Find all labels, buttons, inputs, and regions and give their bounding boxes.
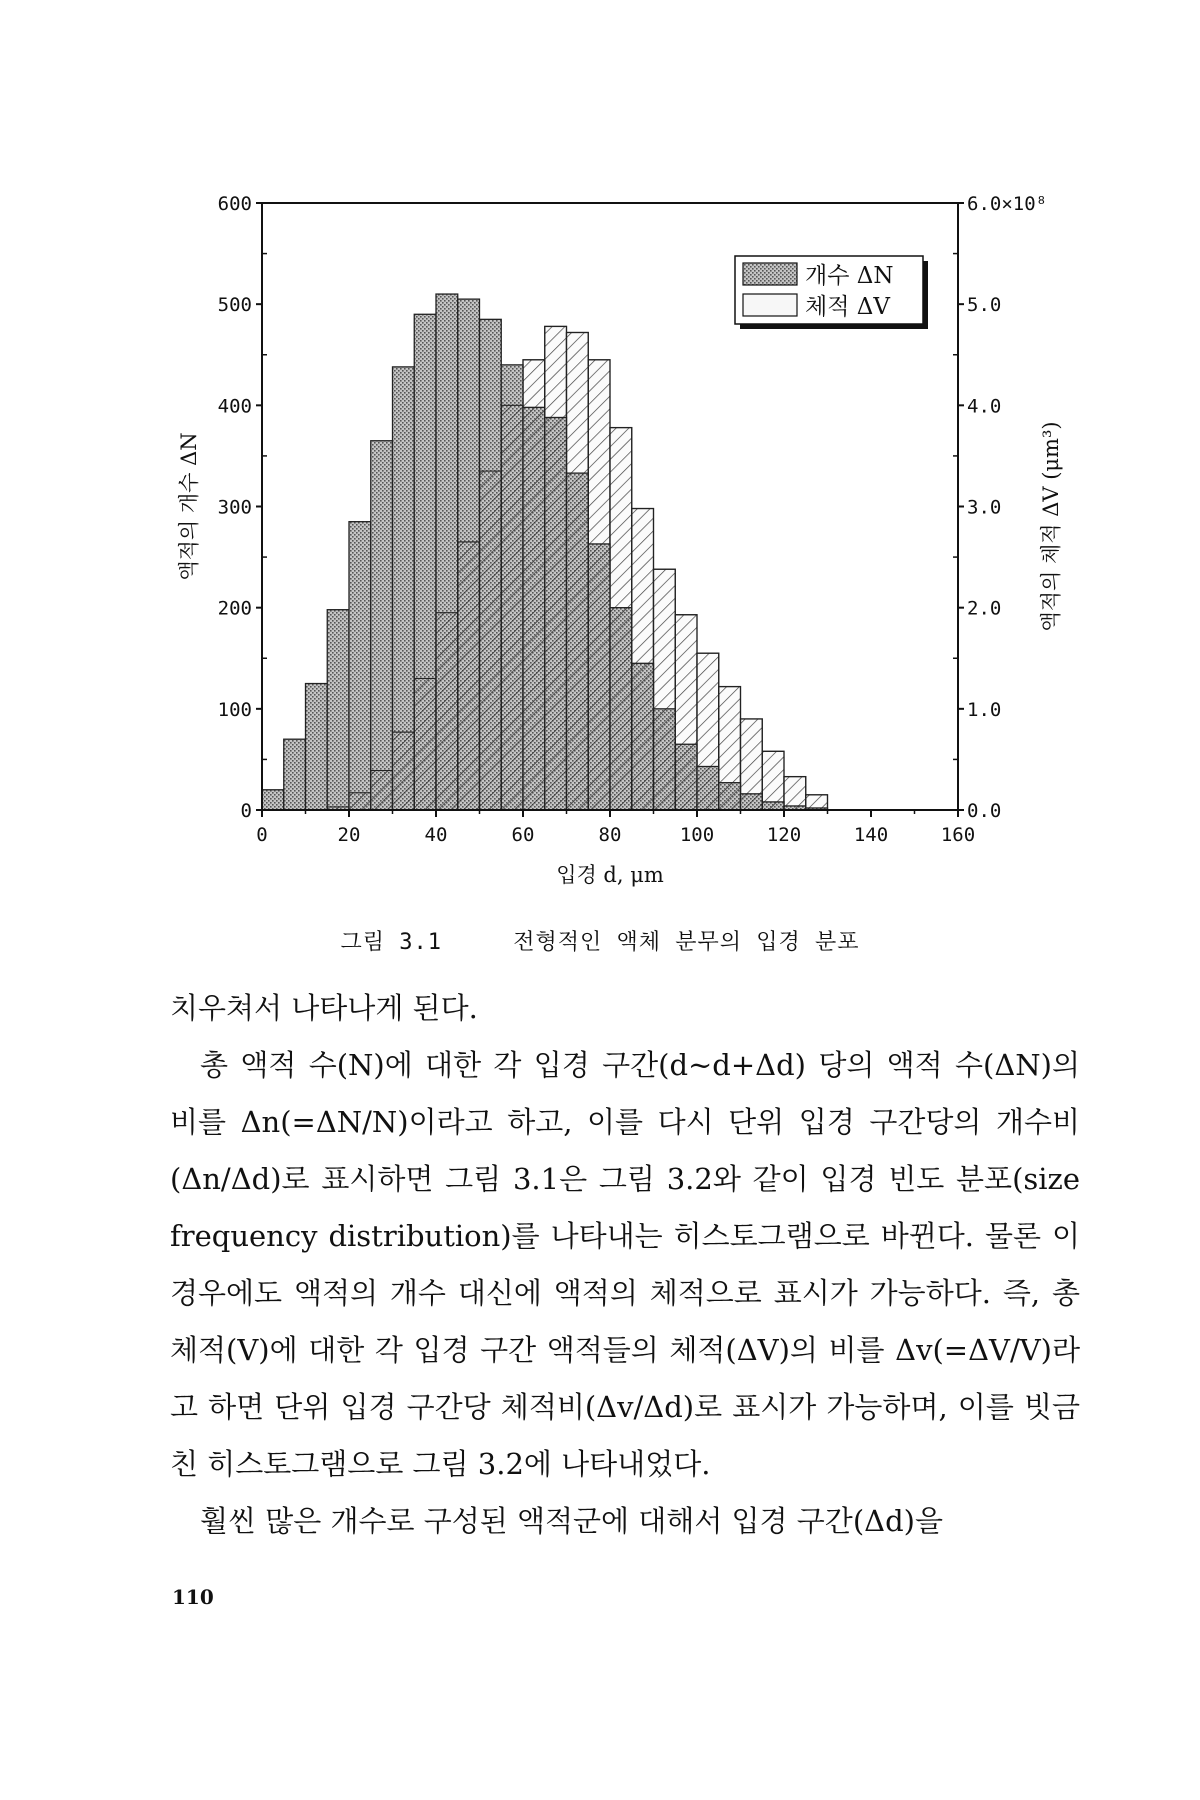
x-tick-label: 80 <box>598 824 622 846</box>
volume-hatch <box>371 771 393 810</box>
y-left-tick-label: 400 <box>217 395 252 418</box>
caption-text: 전형적인 액체 분무의 입경 분포 <box>513 930 860 955</box>
y-right-tick-label: 1.0 <box>967 698 1002 721</box>
y-right-tick-label: 4.0 <box>967 395 1002 418</box>
y-left-tick-label: 600 <box>217 193 252 215</box>
count-bar <box>327 610 349 810</box>
y-left-tick-label: 100 <box>217 698 252 721</box>
y-left-tick-label: 500 <box>217 294 252 317</box>
count-bar <box>349 522 371 810</box>
volume-hatch <box>545 326 567 810</box>
y-right-tick-label: 5.0 <box>967 294 1002 317</box>
volume-hatch <box>414 678 436 810</box>
paragraph-3: 훨씬 많은 개수로 구성된 액적군에 대해서 입경 구간(Δd)을 <box>200 1504 943 1538</box>
paragraph-1: 치우쳐서 나타나게 된다. <box>170 991 478 1025</box>
volume-hatch <box>458 542 480 810</box>
volume-hatch <box>654 569 676 810</box>
body-text <box>170 980 1080 1550</box>
volume-hatch <box>632 509 654 810</box>
y-left-axis-label: 액적의 개수 ΔN <box>177 432 201 581</box>
legend-swatch-volume <box>743 294 797 316</box>
volume-hatch <box>588 360 610 810</box>
y-right-tick-label: 3.0 <box>967 496 1002 519</box>
x-tick-label: 40 <box>424 824 448 846</box>
y-right-tick-label: 6.0×10⁸ <box>967 193 1048 215</box>
x-tick-label: 160 <box>940 824 976 846</box>
paragraph-2: 총 액적 수(N)에 대한 각 입경 구간(d~d+Δd) 당의 액적 수(ΔN)의 비를 Δn(=ΔN/N)이라고 하고, 이를 다시 단위 입경 구간당의 개수비(Δn/Δd)로 표시하면 그림 3.1은 그림 3.2와 같이 입경 빈도 분포(size frequency distribution)를 나타내는 히스토그램으로 바뀐다. 물론 이 경우에도 액적의 개수 대신에 액적의 체적으로 표시가 가능하다. 즉, 총 체적(V)에 대한 각 입경 구간 액적들의 체적(ΔV)의 비를 Δv(=ΔV/V)라고 하면 단위 입경 구간당 체적비(Δv/Δd)로 표시가 가능하며, 이를 빗금친 히스토그램으로 그림 3.2에 나타내었다. <box>170 1048 1080 1481</box>
volume-hatch <box>784 777 806 810</box>
count-bar <box>306 684 328 810</box>
y-left-tick-label: 200 <box>217 597 252 620</box>
count-bar <box>284 739 306 810</box>
page-number: 110 <box>172 1585 214 1609</box>
x-tick-label: 140 <box>853 824 889 846</box>
volume-hatch <box>480 471 502 810</box>
y-right-axis-label: 액적의 체적 ΔV (μm³) <box>1039 421 1063 632</box>
volume-hatch <box>762 751 784 810</box>
volume-hatch <box>567 332 589 810</box>
count-bar <box>262 790 284 810</box>
volume-hatch <box>523 360 545 810</box>
caption-number: 그림 3.1 <box>340 930 442 955</box>
volume-hatch <box>393 732 415 810</box>
chart-legend <box>735 256 928 329</box>
figure-caption <box>0 925 1200 956</box>
legend-label-count: 개수 ΔN <box>805 263 894 289</box>
volume-hatch <box>436 613 458 810</box>
legend-swatch-count <box>743 263 797 285</box>
volume-hatch <box>741 719 763 810</box>
legend-label-volume: 체적 ΔV <box>805 294 890 320</box>
x-tick-label: 20 <box>337 824 361 846</box>
volume-hatch <box>349 793 371 810</box>
y-right-tick-label: 2.0 <box>967 597 1002 620</box>
x-axis-label: 입경 d, μm <box>556 863 664 887</box>
x-tick-label: 120 <box>766 824 802 846</box>
y-left-tick-label: 0 <box>240 800 252 822</box>
volume-hatch <box>719 687 741 810</box>
volume-hatch <box>806 795 828 810</box>
x-tick-label: 0 <box>256 824 268 846</box>
x-tick-label: 100 <box>679 824 715 846</box>
volume-hatch <box>501 405 523 810</box>
y-right-tick-label: 0.0 <box>967 800 1002 822</box>
count-bar <box>371 441 393 810</box>
y-left-tick-label: 300 <box>217 496 252 519</box>
x-tick-label: 60 <box>511 824 535 846</box>
volume-hatch <box>697 653 719 810</box>
volume-hatch <box>675 615 697 810</box>
volume-hatch <box>610 428 632 810</box>
